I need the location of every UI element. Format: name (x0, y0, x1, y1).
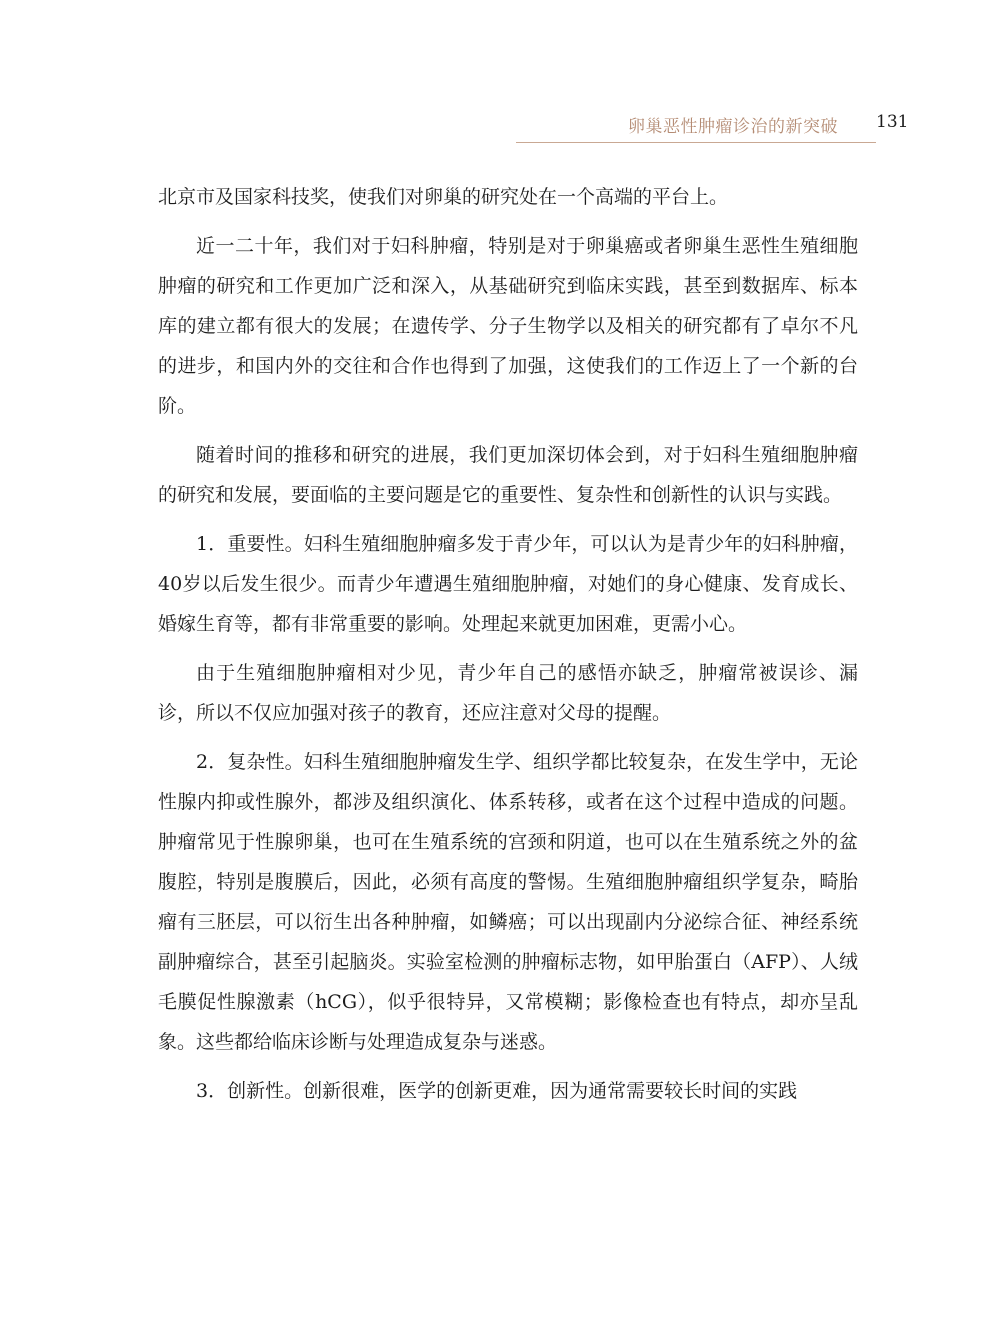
running-header (516, 104, 876, 143)
paragraph-importance: 1．重要性。妇科生殖细胞肿瘤多发于青少年，可以认为是青少年的妇科肿瘤，40岁以后发生很少。而青少年遭遇生殖细胞肿瘤，对她们的身心健康、发育成长、婚嫁生育等，都有非常重要的影响。处理起来就更加困难，更需小心。 (158, 533, 858, 635)
paragraph: 随着时间的推移和研究的进展，我们更加深切体会到，对于妇科生殖细胞肿瘤的研究和发展，要面临的主要问题是它的重要性、复杂性和创新性的认识与实践。 (158, 444, 858, 506)
paragraph: 近一二十年，我们对于妇科肿瘤，特别是对于卵巢癌或者卵巢生恶性生殖细胞肿瘤的研究和工作更加广泛和深入，从基础研究到临床实践，甚至到数据库、标本库的建立都有很大的发展；在遗传学、分子生物学以及相关的研究都有了卓尔不凡的进步，和国内外的交往和合作也得到了加强，这使我们的工作迈上了一个新的台阶。 (158, 235, 858, 417)
paragraph-innovation: 3．创新性。创新很难，医学的创新更难，因为通常需要较长时间的实践 (196, 1080, 798, 1102)
paragraph-continuation: 北京市及国家科技奖，使我们对卵巢的研究处在一个高端的平台上。 (158, 186, 729, 208)
paragraph: 由于生殖细胞肿瘤相对少见，青少年自己的感悟亦缺乏，肿瘤常被误诊、漏诊，所以不仅应加强对孩子的教育，还应注意对父母的提醒。 (158, 662, 858, 724)
paragraph-complexity: 2．复杂性。妇科生殖细胞肿瘤发生学、组织学都比较复杂，在发生学中，无论性腺内抑或性腺外，都涉及组织演化、体系转移，或者在这个过程中造成的问题。肿瘤常见于性腺卵巢，也可在生殖系统的宫颈和阴道，也可以在生殖系统之外的盆腹腔，特别是腹膜后，因此，必须有高度的警惕。生殖细胞肿瘤组织学复杂，畸胎瘤有三胚层，可以衍生出各种肿瘤，如鳞癌；可以出现副内分泌综合征、神经系统副肿瘤综合，甚至引起脑炎。实验室检测的肿瘤标志物，如甲胎蛋白（AFP）、人绒毛膜促性腺激素（hCG），似乎很特异，又常模糊；影像检查也有特点，却亦呈乱象。这些都给临床诊断与处理造成复杂与迷惑。 (158, 751, 858, 1053)
page-number: 131 (876, 112, 909, 132)
body-text (158, 177, 858, 1120)
running-title: 卵巢恶性肿瘤诊治的新突破 (628, 117, 838, 137)
